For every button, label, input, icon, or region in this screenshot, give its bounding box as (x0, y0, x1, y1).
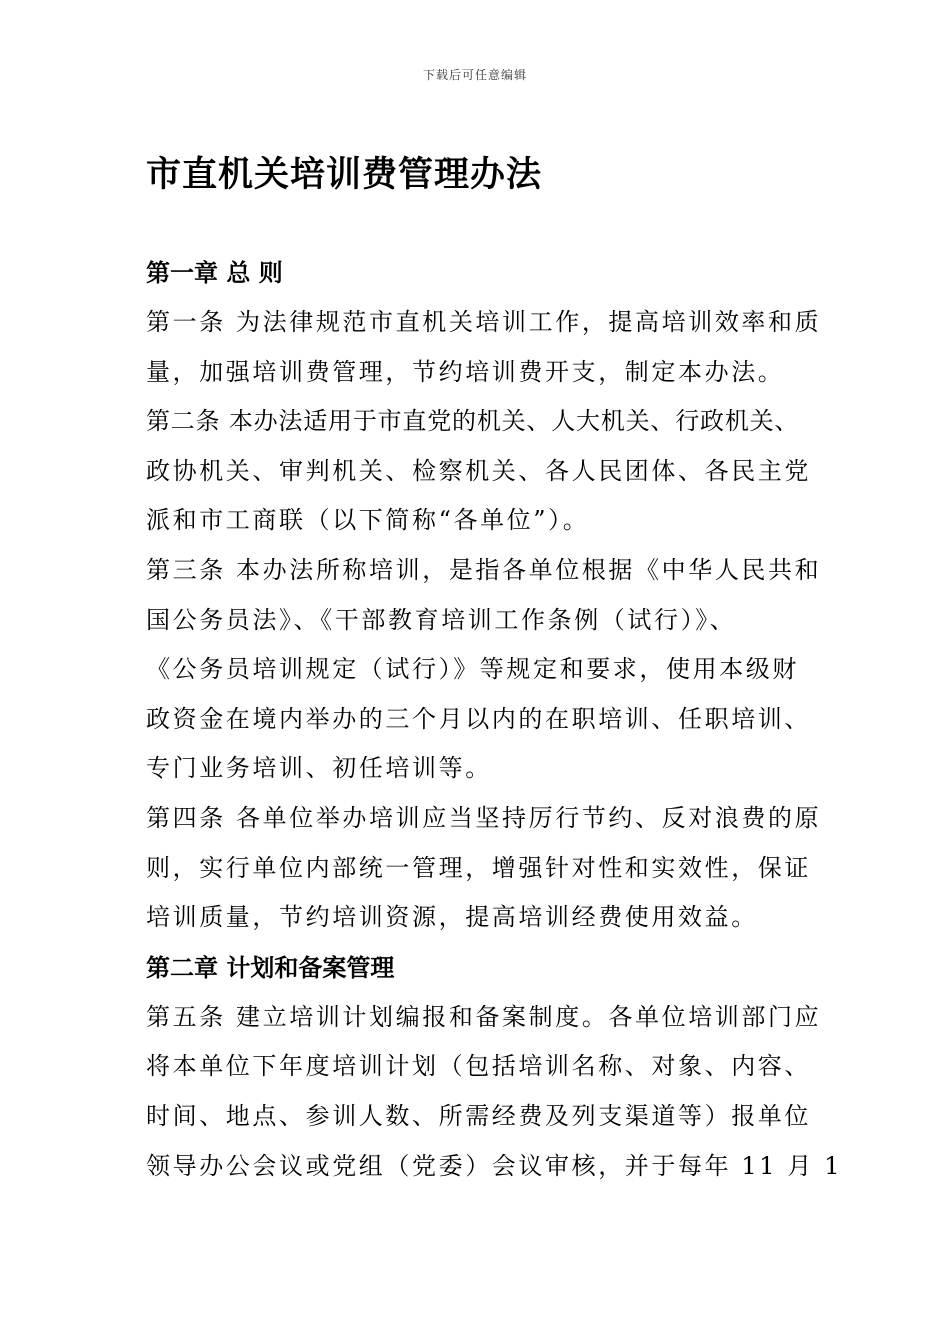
chapter-heading: 第一章 总 则 (146, 259, 283, 287)
body-line: 则，实行单位内部统一管理，增强针对性和实效性，保证 (146, 853, 811, 882)
document-title: 市直机关培训费管理办法 (146, 155, 543, 195)
chapter-heading: 第二章 计划和备案管理 (146, 953, 395, 982)
body-line: 第四条 各单位举办培训应当坚持厉行节约、反对浪费的原 (146, 803, 822, 832)
body-line: 时间、地点、参训人数、所需经费及列支渠道等）报单位 (146, 1101, 811, 1130)
body-line: 政协机关、审判机关、检察机关、各人民团体、各民主党 (146, 456, 811, 485)
body-line: 专门业务培训、初任培训等。 (146, 754, 492, 783)
body-line: 第三条 本办法所称培训，是指各单位根据《中华人民共和 (146, 555, 822, 584)
body-line: 领导办公会议或党组（党委）会议审核，并于每年 11 月 1 (146, 1151, 843, 1180)
body-line: 国公务员法》、《干部教育培训工作条例（试行）》、 (146, 605, 737, 634)
body-line: 将本单位下年度培训计划（包括培训名称、对象、内容、 (146, 1052, 811, 1081)
body-line: 量，加强培训费管理，节约培训费开支，制定本办法。 (146, 357, 785, 386)
body-line: 政资金在境内举办的三个月以内的在职培训、任职培训、 (146, 704, 811, 733)
body-line: 《公务员培训规定（试行）》等规定和要求，使用本级财 (146, 655, 799, 684)
body-line: 培训质量，节约培训资源，提高培训经费使用效益。 (146, 903, 758, 932)
header-note: 下载后可任意编辑 (422, 68, 527, 82)
body-line: 第五条 建立培训计划编报和备案制度。各单位培训部门应 (146, 1002, 822, 1031)
document-body (146, 248, 846, 1191)
body-line: 派和市工商联（以下简称“各单位”）。 (146, 506, 590, 535)
body-line: 第一条 为法律规范市直机关培训工作，提高培训效率和质 (146, 308, 822, 336)
body-line: 第二条 本办法适用于市直党的机关、人大机关、行政机关、 (146, 407, 800, 436)
